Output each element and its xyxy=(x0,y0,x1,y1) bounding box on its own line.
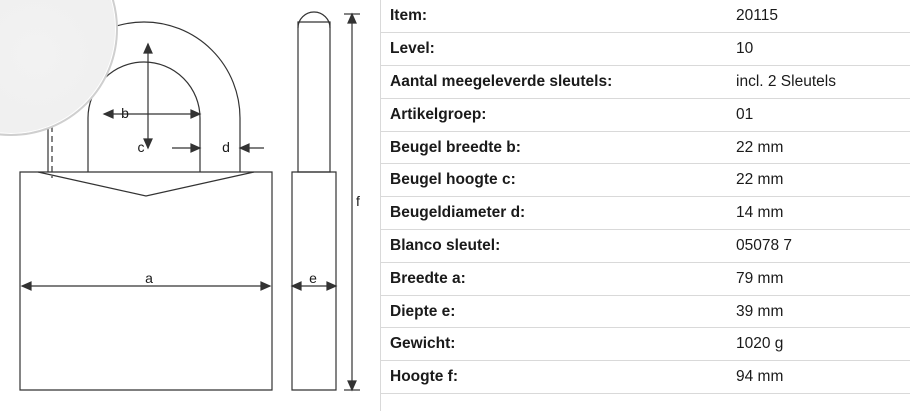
dimension-label-c: c xyxy=(137,139,145,155)
arrow-f-top xyxy=(348,14,356,23)
spec-label: Level: xyxy=(380,33,726,66)
spec-label: Artikelgroep: xyxy=(380,98,726,131)
spec-label: Beugel hoogte c: xyxy=(380,164,726,197)
specification-panel xyxy=(380,0,910,411)
spec-value: 94 mm xyxy=(726,361,910,394)
table-row xyxy=(380,197,910,230)
spec-label: Aantal meegeleverde sleutels: xyxy=(380,66,726,99)
table-row xyxy=(380,361,910,394)
table-row xyxy=(380,164,910,197)
spec-label: Blanco sleutel: xyxy=(380,230,726,263)
spec-label: Item: xyxy=(380,0,726,33)
dimension-label-b: b xyxy=(121,105,129,121)
arrow-d-left xyxy=(191,144,200,152)
spec-label: Hoogte f: xyxy=(380,361,726,394)
arrow-e-left xyxy=(292,282,301,290)
table-row xyxy=(380,230,910,263)
arrow-e-right xyxy=(327,282,336,290)
specification-table-body xyxy=(380,0,910,394)
arrow-a-left xyxy=(22,282,31,290)
side-view-shackle-outline xyxy=(298,22,330,172)
arrow-b-right xyxy=(191,110,200,118)
dimension-label-a: a xyxy=(145,270,153,286)
table-row xyxy=(380,66,910,99)
table-row xyxy=(380,98,910,131)
dimension-label-f: f xyxy=(356,193,360,209)
spec-value: 39 mm xyxy=(726,295,910,328)
lock-body-bevel xyxy=(38,172,254,196)
spec-value: 22 mm xyxy=(726,131,910,164)
spec-value: 1020 g xyxy=(726,328,910,361)
spec-value: 79 mm xyxy=(726,262,910,295)
table-row xyxy=(380,33,910,66)
table-row xyxy=(380,295,910,328)
arrow-c-top xyxy=(144,44,152,53)
spec-value: 22 mm xyxy=(726,164,910,197)
table-row xyxy=(380,328,910,361)
specification-table xyxy=(380,0,910,394)
spec-label: Beugel breedte b: xyxy=(380,131,726,164)
arrow-d-right xyxy=(240,144,249,152)
spec-label: Beugeldiameter d: xyxy=(380,197,726,230)
padlock-technical-drawing xyxy=(0,0,380,411)
table-row xyxy=(380,131,910,164)
arrow-f-bottom xyxy=(348,381,356,390)
side-view-shackle-cap xyxy=(298,12,330,28)
arrow-c-bottom xyxy=(144,139,152,148)
table-row xyxy=(380,0,910,33)
spec-value: 05078 7 xyxy=(726,230,910,263)
arrow-a-right xyxy=(261,282,270,290)
spec-label: Breedte a: xyxy=(380,262,726,295)
spec-value: incl. 2 Sleutels xyxy=(726,66,910,99)
spec-value: 20115 xyxy=(726,0,910,33)
table-row xyxy=(380,262,910,295)
dimension-label-e: e xyxy=(309,270,317,286)
spec-label: Diepte e: xyxy=(380,295,726,328)
spec-value: 10 xyxy=(726,33,910,66)
arrow-b-left xyxy=(104,110,113,118)
dimension-label-d: d xyxy=(222,139,230,155)
spec-label: Gewicht: xyxy=(380,328,726,361)
spec-value: 14 mm xyxy=(726,197,910,230)
spec-value: 01 xyxy=(726,98,910,131)
